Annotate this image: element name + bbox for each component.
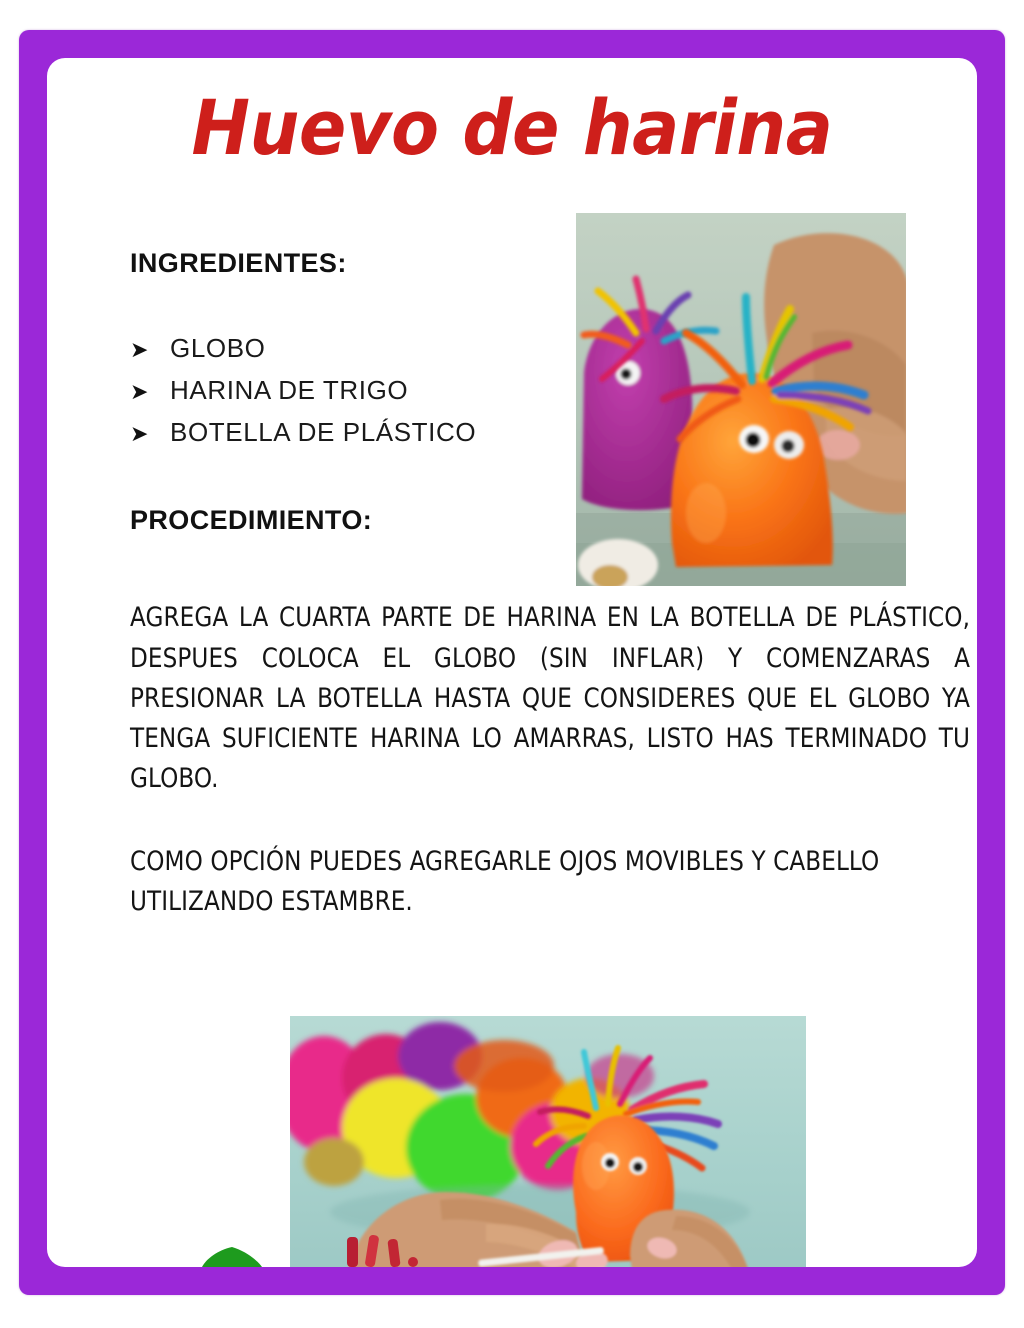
content-column	[130, 248, 970, 922]
procedure-heading: PROCEDIMIENTO:	[130, 505, 373, 536]
ingredient-label: GLOBO	[170, 333, 266, 363]
procedure-paragraph-1: AGREGA LA CUARTA PARTE DE HARINA EN LA BOTELLA DE PLÁSTICO, DESPUES COLOCA EL GLOBO (SIN INFLAR) Y COMENZARAS A PRESIONAR LA BOTELLA HASTA QUE CONSIDERES QUE EL GLOBO YA TENGA SUFICIENTE HARINA LO AMARRAS, LISTO HAS TERMINADO TU GLOBO.	[130, 602, 971, 795]
list-item	[130, 411, 970, 453]
purple-border-frame	[19, 30, 1005, 1295]
ingredient-label: BOTELLA DE PLÁSTICO	[170, 417, 477, 448]
white-sheet	[47, 58, 977, 1267]
ingredients-heading: INGREDIENTES:	[130, 248, 347, 278]
photo-hands-holding-flour-egg	[290, 1016, 806, 1267]
photo-bottom-illustration	[290, 1016, 806, 1267]
procedure-paragraph-2: COMO OPCIÓN PUEDES AGREGARLE OJOS MOVIBLES Y CABELLO UTILIZANDO ESTAMBRE.	[130, 845, 880, 917]
clipart-green-triangle	[202, 1247, 262, 1267]
arrow-bullet-icon: ➤	[130, 380, 150, 406]
page-title: Huevo de harina	[191, 83, 833, 172]
clipart-red-marks-left	[343, 1235, 427, 1267]
list-item	[130, 369, 970, 411]
arrow-bullet-icon: ➤	[130, 338, 150, 363]
ingredients-list	[130, 327, 970, 453]
arrow-bullet-icon: ➤	[130, 422, 150, 448]
list-item	[130, 327, 970, 369]
ingredient-label: HARINA DE TRIGO	[170, 375, 409, 406]
